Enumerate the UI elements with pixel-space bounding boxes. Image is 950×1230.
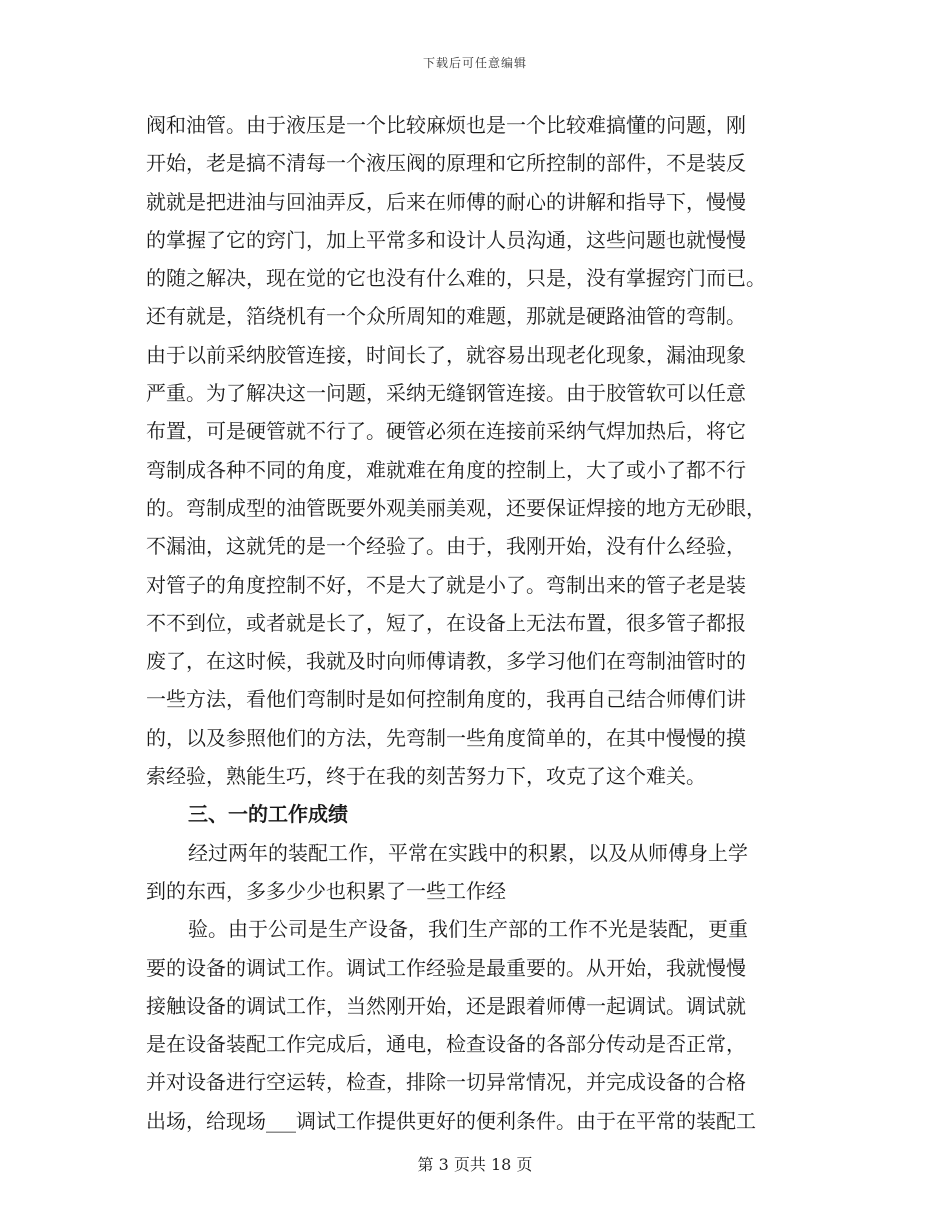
text-line: 出场，给现场___调试工作提供更好的便利条件。由于在平常的装配工: [146, 1108, 756, 1133]
text-line: 要的设备的调试工作。调试工作经验是最重要的。从开始，我就慢慢: [146, 955, 746, 980]
text-line: 开始，老是搞不清每一个液压阀的原理和它所控制的部件，不是装反: [146, 151, 746, 176]
document-body: [146, 106, 806, 1140]
text-line: 的，以及参照他们的方法，先弯制一些角度简单的，在其中慢慢的摸: [146, 725, 746, 750]
text-line: 阀和油管。由于液压是一个比较麻烦也是一个比较难搞懂的问题，刚: [146, 113, 746, 137]
text-line: 一些方法，看他们弯制时是如何控制角度的，我再自己结合师傅们讲: [146, 687, 746, 712]
text-line: 的随之解决，现在觉的它也没有什么难的，只是，没有掌握窍门而已。: [146, 266, 766, 291]
section-heading: 三、一的工作成绩: [188, 802, 348, 827]
text-line: 验。由于公司是生产设备，我们生产部的工作不光是装配，更重: [188, 917, 748, 942]
text-line: 并对设备进行空运转，检查，排除一切异常情况，并完成设备的合格: [146, 1070, 746, 1095]
text-line: 的掌握了它的窍门，加上平常多和设计人员沟通，这些问题也就慢慢: [146, 227, 746, 252]
text-line: 弯制成各种不同的角度，难就难在角度的控制上，大了或小了都不行: [146, 457, 746, 482]
text-line: 的。弯制成型的油管既要外观美丽美观，还要保证焊接的地方无砂眼，: [146, 495, 766, 520]
text-line: 到的东西，多多少少也积累了一些工作经: [146, 878, 506, 903]
text-line: 布置，可是硬管就不行了。硬管必须在连接前采纳气焊加热后，将它: [146, 419, 746, 444]
text-line: 就就是把进油与回油弄反，后来在师傅的耐心的讲解和指导下，慢慢: [146, 189, 746, 214]
text-line: 还有就是，箔绕机有一个众所周知的难题，那就是硬路油管的弯制。: [146, 304, 746, 329]
text-line: 接触设备的调试工作，当然刚开始，还是跟着师傅一起调试。调试就: [146, 993, 746, 1018]
text-line: 不不到位，或者就是长了，短了，在设备上无法布置，很多管子都报: [146, 610, 746, 635]
text-line: 严重。为了解决这一问题，采纳无缝钢管连接。由于胶管软可以任意: [146, 381, 746, 406]
text-line: 是在设备装配工作完成后，通电，检查设备的各部分传动是否正常，: [146, 1032, 746, 1057]
text-line: 由于以前采纳胶管连接，时间长了，就容易出现老化现象，漏油现象: [146, 342, 746, 367]
text-line: 不漏油，这就凭的是一个经验了。由于，我刚开始，没有什么经验，: [146, 534, 746, 559]
page-number: 第 3 页共 18 页: [417, 1155, 533, 1174]
text-line: 索经验，熟能生巧，终于在我的刻苦努力下，攻克了这个难关。: [146, 764, 706, 789]
text-line: 经过两年的装配工作，平常在实践中的积累，以及从师傅身上学: [188, 840, 748, 865]
text-line: 废了，在这时候，我就及时向师傅请教，多学习他们在弯制油管时的: [146, 649, 746, 674]
page-header: 下载后可任意编辑: [422, 56, 527, 70]
text-line: 对管子的角度控制不好，不是大了就是小了。弯制出来的管子老是装: [146, 572, 746, 597]
